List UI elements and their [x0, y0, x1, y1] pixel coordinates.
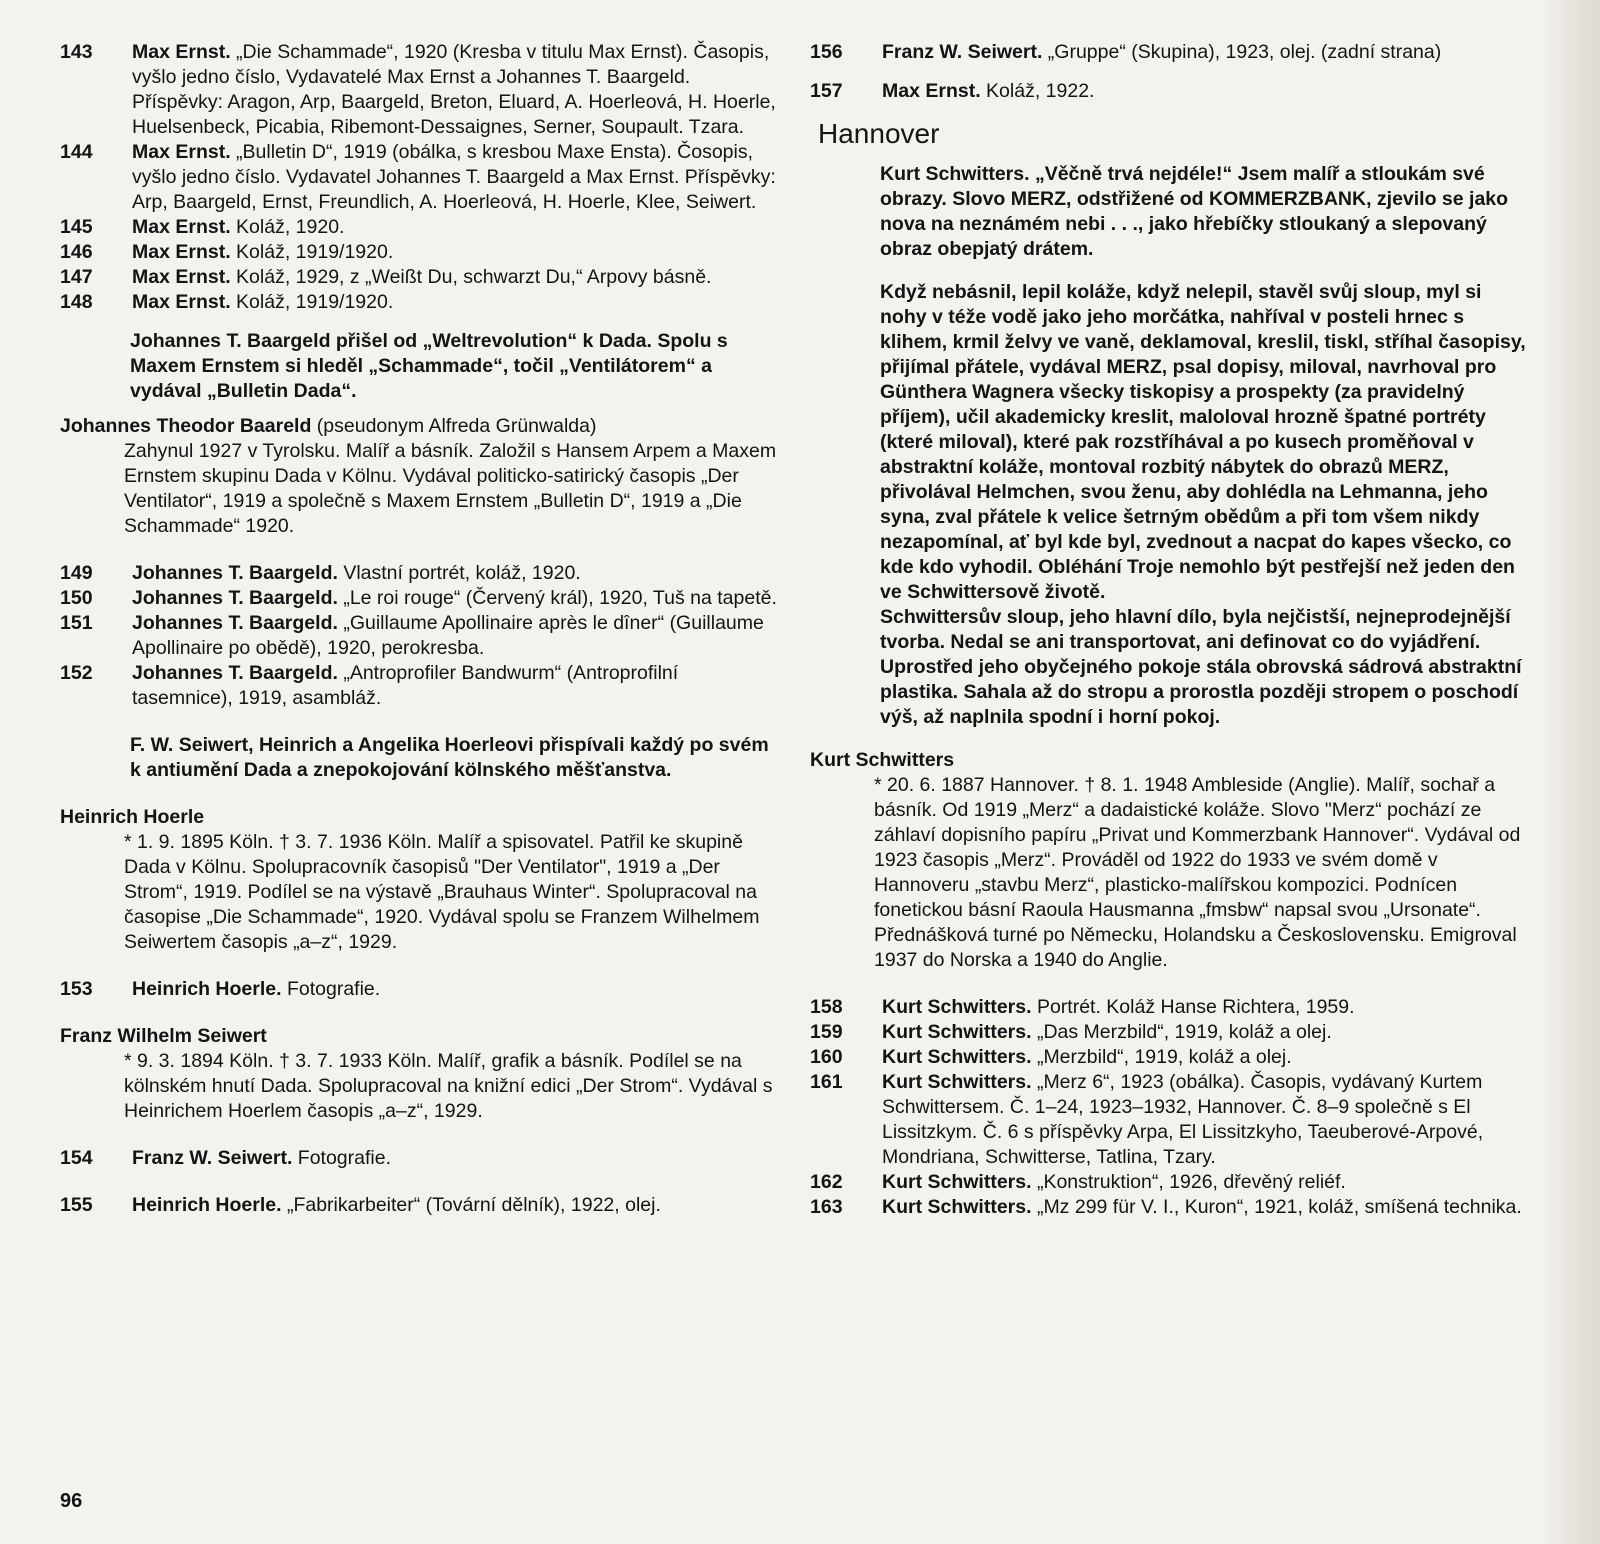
entry-artist: Max Ernst.: [882, 80, 981, 102]
schwitters-paragraph: Když nebásnil, lepil koláže, když nelepil, stavěl svůj sloup, myl si nohy v téže vodě jako jeho morčátka, nahříval v posteli hrnec s klihem, krmil želvy ve vaně, deklamoval, kreslil, tiskl, stříhal časopisy, přijímal přátele, vydával MERZ, psal dopisy, miloval, navrhoval pro Günthera Wagnera všecky tiskopisy a prospekty (za pravidelný příjem), učil akademicky kreslit, maloloval hrozně špatné portréty (které miloval), které pak rozstříhával a po kusech proměňoval v abstraktní koláže, montoval rozbitý nábytek do obrazů MERZ, přivolával Helmchen, svou ženu, aby dohlédla na Lehmanna, jeho syna, zval přátele k velice šetrným obědům a při tom všem nikdy nezapomínal, ať byl kde byl, zvednout a nacpat do kapes všecko, co kde kdo vyhodil. Obléhání Troje nemohlo být pestřejší než jeden den ve Schwittersově životě.: [880, 281, 1526, 603]
entry-text: „Gruppe“ (Skupina), 1923, olej. (zadní strana): [1042, 41, 1442, 63]
entry-artist: Kurt Schwitters.: [882, 1171, 1032, 1193]
entry-text: „Fabrikarbeiter“ (Tovární dělník), 1922, olej.: [281, 1194, 661, 1216]
catalogue-entry: [60, 1146, 780, 1171]
entry-artist: Kurt Schwitters.: [882, 1046, 1032, 1068]
entry-artist: Max Ernst.: [132, 216, 231, 238]
entry-text: Koláž, 1919/1920.: [230, 291, 394, 313]
catalogue-entry: [810, 79, 1530, 104]
catalogue-entry: [60, 1193, 780, 1218]
entry-number: 159: [810, 1021, 843, 1043]
entry-number: 149: [60, 562, 93, 584]
entry-text: Vlastní portrét, koláž, 1920.: [337, 562, 581, 584]
catalogue-entry: [60, 265, 780, 290]
catalogue-entry: [810, 40, 1530, 65]
entry-number: 163: [810, 1196, 843, 1218]
entry-number: 150: [60, 587, 93, 609]
entry-number: 151: [60, 612, 93, 634]
city-heading: Hannover: [818, 118, 940, 149]
entry-text: „Das Merzbild“, 1919, koláž a olej.: [1031, 1021, 1332, 1043]
entry-artist: Johannes T. Baargeld.: [132, 562, 338, 584]
entry-list: [60, 40, 780, 315]
entry-text: „Antroprofiler Bandwurm“ (Antroprofilní tasemnice), 1919, asambláž.: [132, 662, 679, 709]
bio-heading: Kurt Schwitters: [810, 749, 955, 771]
entry-number: 160: [810, 1046, 843, 1068]
entry-artist: Johannes T. Baargeld.: [132, 612, 338, 634]
seiwert-paragraph: F. W. Seiwert, Heinrich a Angelika Hoerleovi přispívali každý po svém k antiumění Dada a znepokojování kölnského měšťanstva.: [130, 734, 769, 781]
schwitters-paragraph: Schwittersův sloup, jeho hlavní dílo, byla nejčistší, nejneprodejnější tvorba. Nedal se ani transportovat, ani definovat co do vyjádření. Uprostřed jeho obyčejného pokoje stála obrovská sádrová abstraktní plastika. Sahala až do stropu a prorostla později stropem o poschodí výš, až naplnila spodní i horní pokoj.: [880, 606, 1522, 728]
catalogue-entry: [60, 290, 780, 315]
bio-body: Zahynul 1927 v Tyrolsku. Malíř a básník. Založil s Hansem Arpem a Maxem Ernstem skupinu Dada v Kölnu. Vydával politicko-satirický časopis „Der Ventilator“, 1919 a společně s Maxem Ernstem „Bulletin D“, 1919 a „Die Schammade“ 1920.: [124, 440, 777, 537]
entry-artist: Kurt Schwitters.: [882, 1196, 1032, 1218]
catalogue-entry: [60, 586, 780, 611]
entry-artist: Heinrich Hoerle.: [132, 978, 282, 1000]
bio-heading: Franz Wilhelm Seiwert: [60, 1025, 267, 1047]
baargeld-paragraph: Johannes T. Baargeld přišel od „Weltrevolution“ k Dada. Spolu s Maxem Ernstem si hleděl „Schammade“, točil „Ventilátorem“ a vydával „Bulletin Dada“.: [130, 330, 728, 402]
entry-artist: Franz W. Seiwert.: [132, 1147, 293, 1169]
entry-artist: Franz W. Seiwert.: [882, 41, 1043, 63]
entry-number: 154: [60, 1147, 93, 1169]
bio-heading: Heinrich Hoerle: [60, 806, 205, 828]
bio-heading: Johannes Theodor Baareld: [60, 415, 312, 437]
catalogue-entry: [60, 561, 780, 586]
entry-text: Portrét. Koláž Hanse Richtera, 1959.: [1031, 996, 1355, 1018]
entry-number: 145: [60, 216, 93, 238]
bio-body: * 20. 6. 1887 Hannover. † 8. 1. 1948 Ambleside (Anglie). Malíř, sochař a básník. Od 1919 „Merz“ a dadaistické koláže. Slovo "Merz“ pochází ze záhlaví dopisního papíru „Privat und Kommerzbank Hannover“. Vydával od 1923 časopis „Merz“. Prováděl od 1922 do 1933 ve svém domě v Hannoveru „stavbu Merz“, plasticko-malířskou kompozici. Podnícen fonetickou básní Raoula Hausmanna „fmsbw“ napsal svou „Ursonate“. Přednášková turné po Německu, Holandsku a Československu. Emigroval 1937 do Norska a 1940 do Anglie.: [874, 774, 1521, 971]
bio-heading-rest: (pseudonym Alfreda Grünwalda): [311, 415, 597, 437]
entry-text: Koláž, 1920.: [230, 216, 345, 238]
entry-number: 157: [810, 80, 843, 102]
entry-number: 144: [60, 141, 93, 163]
entry-artist: Max Ernst.: [132, 291, 231, 313]
entry-number: 152: [60, 662, 93, 684]
catalogue-entry: [60, 240, 780, 265]
catalogue-entry: [60, 661, 780, 711]
left-column: [60, 40, 780, 1218]
seiwert-bio: [60, 1024, 780, 1124]
baargeld-bio: [60, 414, 780, 539]
page-number: 96: [60, 1490, 83, 1512]
bio-body: * 9. 3. 1894 Köln. † 3. 7. 1933 Köln. Malíř, grafik a básník. Podílel se na kölnském hnutí Dada. Spolupracoval na knižní edici „Der Strom“. Vydával s Heinrichem Hoerlem časopis „a–z“, 1929.: [124, 1050, 773, 1122]
catalogue-entry: [810, 1195, 1530, 1220]
entry-text: „Die Schammade“, 1920 (Kresba v titulu Max Ernst). Časopis, vyšlo jedno číslo, Vydavatelé Max Ernst a Johannes T. Baargeld. Příspěvky: Aragon, Arp, Baargeld, Breton, Eluard, A. Hoerleová, H. Hoerle, Huelsenbeck, Picabia, Ribemont-Dessaignes, Serner, Soupault. Tzara.: [132, 41, 776, 138]
entry-artist: Kurt Schwitters.: [882, 996, 1032, 1018]
hoerle-bio: [60, 805, 780, 955]
entry-artist: Max Ernst.: [132, 266, 231, 288]
entry-text: Koláž, 1929, z „Weißt Du, schwarzt Du,“ Arpovy básně.: [230, 266, 712, 288]
entry-number: 161: [810, 1071, 843, 1093]
entry-artist: Johannes T. Baargeld.: [132, 587, 338, 609]
entry-number: 162: [810, 1171, 843, 1193]
entry-text: Koláž, 1919/1920.: [230, 241, 394, 263]
catalogue-entry: [60, 611, 780, 661]
entry-text: „Guillaume Apollinaire après le dîner“ (Guillaume Apollinaire po obědě), 1920, perokresba.: [132, 612, 764, 659]
bio-body: * 1. 9. 1895 Köln. † 3. 7. 1936 Köln. Malíř a spisovatel. Patřil ke skupině Dada v Kölnu. Spolupracovník časopisů "Der Ventilator", 1919 a „Der Strom“, 1919. Podílel se na výstavě „Brauhaus Winter“. Spolupracoval na časopise „Die Schammade“, 1920. Vydával spolu se Franzem Wilhelmem Seiwertem časopis „a–z“, 1929.: [124, 831, 760, 953]
catalogue-entry: [60, 40, 780, 140]
entry-artist: Max Ernst.: [132, 41, 231, 63]
entry-number: 147: [60, 266, 93, 288]
entry-number: 143: [60, 41, 93, 63]
catalogue-entry: [810, 1070, 1530, 1170]
entry-artist: Max Ernst.: [132, 141, 231, 163]
catalogue-entry: [60, 140, 780, 215]
catalogue-entry: [60, 215, 780, 240]
schwitters-bio: [810, 748, 1530, 973]
entry-text: Koláž, 1922.: [980, 80, 1095, 102]
entry-number: 155: [60, 1194, 93, 1216]
entry-list: [60, 561, 780, 711]
schwitters-paragraph: Kurt Schwitters. „Věčně trvá nejdéle!“ Jsem malíř a stloukám své obrazy. Slovo MERZ, odstřižené od KOMMERZBANK, zjevilo se jako nova na neznámém nebi . . ., jako hřebíčky stloukaný a slepovaný obraz obepjatý drátem.: [880, 163, 1509, 260]
page-gutter: [1540, 0, 1600, 1544]
entry-number: 153: [60, 978, 93, 1000]
entry-number: 148: [60, 291, 93, 313]
entry-text: „Konstruktion“, 1926, dřevěný reliéf.: [1031, 1171, 1346, 1193]
catalogue-entry: [60, 977, 780, 1002]
entry-text: „Merzbild“, 1919, koláž a olej.: [1031, 1046, 1292, 1068]
entry-number: 156: [810, 41, 843, 63]
catalogue-entry: [810, 1020, 1530, 1045]
entry-text: „Bulletin D“, 1919 (obálka, s kresbou Maxe Ensta). Čosopis, vyšlo jedno číslo. Vydavatel Johannes T. Baargeld a Max Ernst. Příspěvky: Arp, Baargeld, Ernst, Freundlich, A. Hoerleová, H. Hoerle, Klee, Seiwert.: [132, 141, 776, 213]
entry-artist: Johannes T. Baargeld.: [132, 662, 338, 684]
entry-artist: Heinrich Hoerle.: [132, 1194, 282, 1216]
entry-list: [810, 995, 1530, 1220]
entry-text: „Mz 299 für V. I., Kuron“, 1921, koláž, smíšená technika.: [1031, 1196, 1522, 1218]
entry-text: Fotografie.: [281, 978, 381, 1000]
entry-artist: Kurt Schwitters.: [882, 1071, 1032, 1093]
entry-artist: Kurt Schwitters.: [882, 1021, 1032, 1043]
entry-artist: Max Ernst.: [132, 241, 231, 263]
entry-number: 158: [810, 996, 843, 1018]
entry-text: „Merz 6“, 1923 (obálka). Časopis, vydávaný Kurtem Schwittersem. Č. 1–24, 1923–1932, Hannover. Č. 8–9 společně s El Lissitzkym. Č. 6 s příspěvky Arpa, El Lissitzkyho, Taeuberové-Arpové, Mondriana, Schwitterse, Tatlina, Tzary.: [882, 1071, 1484, 1168]
entry-text: „Le roi rouge“ (Červený král), 1920, Tuš na tapetě.: [337, 587, 777, 609]
catalogue-entry: [810, 1170, 1530, 1195]
entry-text: Fotografie.: [292, 1147, 392, 1169]
entry-number: 146: [60, 241, 93, 263]
catalogue-entry: [810, 995, 1530, 1020]
catalogue-entry: [810, 1045, 1530, 1070]
right-column: [810, 40, 1530, 1220]
